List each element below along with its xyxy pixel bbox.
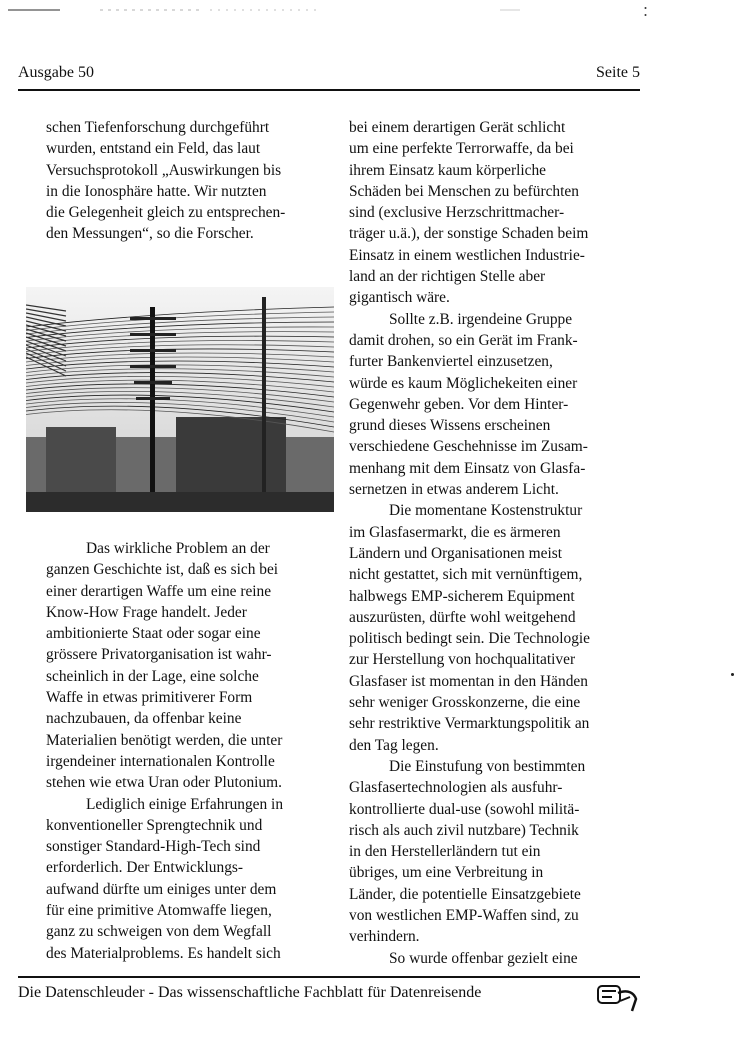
text-line: in den Herstellerländern tut ein (349, 843, 541, 861)
scan-mark (644, 6, 647, 18)
text-line: verschiedene Geschehnisse im Zusam- (349, 438, 588, 456)
text-line: irgendeiner internationalen Kontrolle (46, 752, 275, 770)
text-line: für eine primitive Atomwaffe liegen, (46, 902, 272, 920)
text-line: Lediglich einige Erfahrungen in (86, 795, 284, 813)
text-line: in die Ionosphäre hatte. Wir nutzten (46, 182, 267, 200)
text-line: schen Tiefenforschung durchgeführt (46, 119, 270, 136)
text-line: Know-How Frage handelt. Jeder (46, 603, 247, 621)
text-line: ganz zu schweigen von dem Wegfall (46, 923, 272, 941)
text-line: Länder, die potentielle Einsatzgebiete (349, 885, 581, 903)
text-line: Die momentane Kostenstruktur (389, 502, 583, 520)
text-line: einer derartigen Waffe um eine reine (46, 582, 272, 600)
text-line: ganzen Geschichte ist, daß es sich bei (46, 561, 279, 579)
footer-tagline: Die Datenschleuder - Das wissenschaftliche Fachblatt für Datenreisende (18, 984, 482, 1001)
column-1-bottom (46, 538, 336, 964)
chaos-knoten-logo-icon (594, 983, 640, 1013)
text-line: sernetzen in etwas anderem Licht. (349, 481, 559, 499)
text-line: gigantisch wäre. (349, 289, 450, 307)
paragraph (349, 756, 639, 948)
text-line: sehr weniger Grosskonzerne, die eine (349, 694, 581, 712)
text-line: von westlichen EMP-Waffen sind, zu (349, 906, 579, 924)
text-line: land an der richtigen Stelle aber (349, 268, 546, 286)
text-line: Schäden bei Menschen zu befürchten (349, 182, 579, 200)
text-line: Versuchsprotokoll „Auswirkungen bis (46, 161, 282, 179)
column-1-top (46, 117, 326, 245)
text-line: Glasfaser ist momentan in den Händen (349, 672, 588, 690)
text-line: grund dieses Wissens erscheinen (349, 417, 551, 435)
paragraph (349, 500, 639, 756)
issue-number: Ausgabe 50 (18, 64, 94, 81)
text-line: sonstiger Standard-High-Tech sind (46, 838, 261, 856)
text-line: Waffe in etwas primitiverer Form (46, 689, 253, 707)
scan-noise-line (0, 8, 739, 12)
text-line: Glasfasertechnologien als ausfuhr- (349, 779, 563, 797)
text-line: sehr restriktive Vermarktungspolitik an (349, 715, 590, 733)
text-line: risch als auch zivil nutzbare) Technik (349, 821, 579, 839)
text-line: übriges, um eine Verbreitung in (349, 864, 544, 882)
text-line: Einsatz in einem westlichen Industrie- (349, 246, 585, 264)
paragraph (349, 309, 639, 501)
column-2 (349, 117, 639, 969)
footer-rule (18, 976, 640, 978)
text-line: nicht gestattet, sich mit vernünftigem, (349, 566, 583, 584)
text-line: furter Bankenviertel einzusetzen, (349, 353, 553, 371)
text-line: auszurüsten, dürfte wohl weitgehend (349, 608, 576, 626)
page-number: Seite 5 (596, 64, 640, 81)
header-rule (18, 89, 640, 91)
text-line: konventioneller Sprengtechnik und (46, 816, 263, 834)
text-line: kontrollierte dual-use (sowohl militä- (349, 800, 580, 818)
text-line: den Tag legen. (349, 736, 439, 754)
text-line: ihrem Einsatz kaum körperliche (349, 161, 547, 179)
text-line: im Glasfasermarkt, die es ärmeren (349, 523, 561, 541)
text-line: menhang mit dem Einsatz von Glasfa- (349, 459, 586, 477)
telephone-pole-wires-photo (26, 287, 334, 512)
paragraph (46, 117, 326, 245)
text-line: halbwegs EMP-sicherem Equipment (349, 587, 575, 605)
text-line: den Messungen“, so die Forscher. (46, 225, 254, 243)
paragraph (46, 538, 336, 794)
text-line: Gegenwehr geben. Vor dem Hinter- (349, 395, 569, 413)
text-line: scheinlich in der Lage, eine solche (46, 667, 259, 685)
text-line: Das wirkliche Problem an der (86, 540, 270, 557)
text-line: So wurde offenbar gezielt eine (389, 949, 578, 967)
text-line: sind (exclusive Herzschrittmacher- (349, 204, 565, 222)
text-line: die Gelegenheit gleich zu entsprechen- (46, 204, 286, 222)
text-line: erforderlich. Der Entwicklungs- (46, 859, 244, 877)
page-header (18, 64, 640, 88)
scan-speck (731, 673, 734, 676)
text-line: wurden, entstand ein Feld, das laut (46, 140, 261, 158)
text-line: um eine perfekte Terrorwaffe, da bei (349, 140, 574, 158)
paragraph (46, 794, 336, 964)
text-line: des Materialproblems. Es handelt sich (46, 944, 281, 962)
text-line: bei einem derartigen Gerät schlicht (349, 119, 566, 136)
text-line: träger u.ä.), der sonstige Schaden beim (349, 225, 589, 243)
text-line: verhindern. (349, 928, 420, 946)
paragraph (349, 117, 639, 309)
paragraph (349, 948, 639, 969)
text-line: politisch bedingt sein. Die Technologie (349, 630, 590, 648)
text-line: aufwand dürfte um einiges unter dem (46, 880, 277, 898)
text-line: nachzubauen, da offenbar keine (46, 710, 242, 728)
text-line: ambitionierte Staat oder sogar eine (46, 625, 261, 643)
text-line: zur Herstellung von hochqualitativer (349, 651, 576, 669)
text-line: stehen wie etwa Uran oder Plutonium. (46, 774, 282, 792)
text-line: grössere Privatorganisation ist wahr- (46, 646, 272, 664)
text-line: würde es kaum Möglichekeiten einer (349, 374, 578, 392)
text-line: damit drohen, so ein Gerät im Frank- (349, 331, 578, 349)
text-line: Sollte z.B. irgendeine Gruppe (389, 310, 573, 328)
text-line: Materialien benötigt werden, die unter (46, 731, 283, 749)
text-line: Die Einstufung von bestimmten (389, 757, 586, 775)
text-line: Ländern und Organisationen meist (349, 544, 562, 562)
